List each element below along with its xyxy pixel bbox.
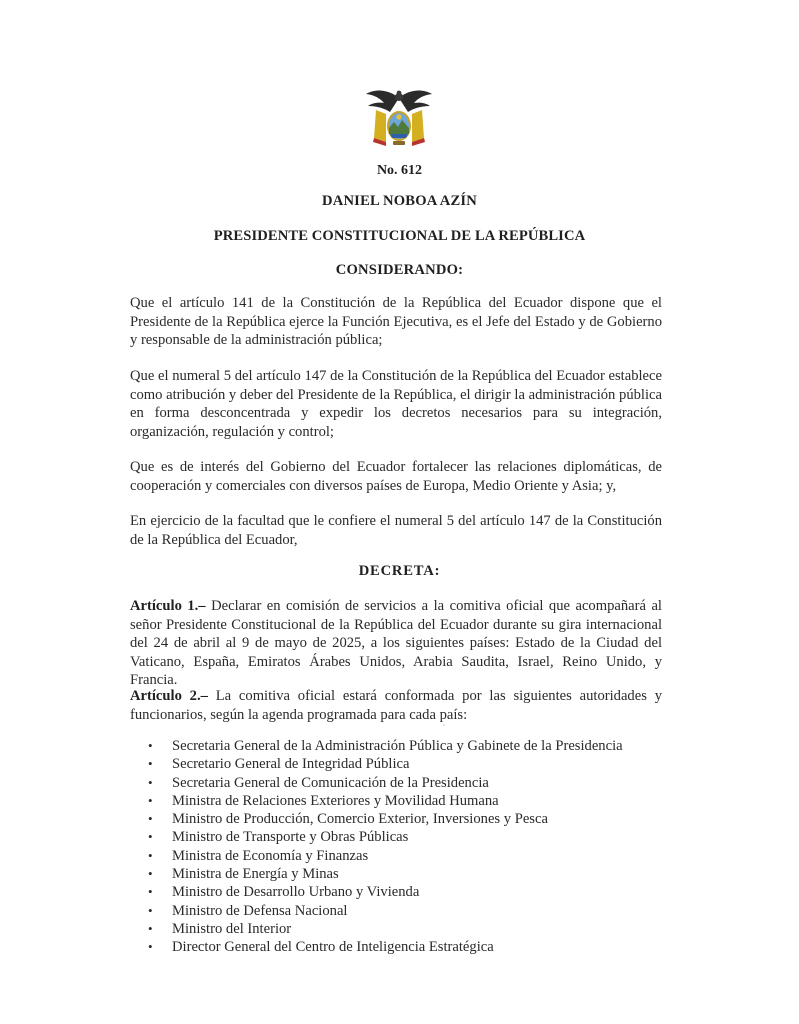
list-item bbox=[148, 920, 668, 938]
list-item bbox=[148, 828, 668, 846]
considerando-heading: CONSIDERANDO: bbox=[335, 262, 464, 278]
article-label: Artículo 1.– bbox=[130, 598, 206, 614]
officials-list bbox=[148, 737, 668, 957]
official-title: Ministro del Interior bbox=[172, 920, 292, 937]
list-item bbox=[148, 755, 668, 773]
article-2 bbox=[130, 687, 662, 724]
list-item bbox=[148, 737, 668, 755]
consideration-paragraph: Que es de interés del Gobierno del Ecuador fortalecer las relaciones diplomáticas, de cooperación y comerciales con diversos países de Europa, Medio Oriente y Asia; y, bbox=[130, 459, 662, 494]
bullet-icon: • bbox=[148, 866, 153, 882]
official-title: Ministra de Economía y Finanzas bbox=[172, 847, 369, 864]
consideration-paragraph: Que el numeral 5 del artículo 147 de la Constitución de la República del Ecuador establece como atribución y deber del Presidente de la República, el dirigir la administración pública en forma desconcentrada y expedir los decretos necesarios para su integración, organización, regulación y control; bbox=[130, 368, 662, 440]
bullet-icon: • bbox=[148, 756, 153, 772]
bullet-icon: • bbox=[148, 829, 153, 845]
official-title: Ministro de Producción, Comercio Exterior, Inversiones y Pesca bbox=[172, 811, 548, 828]
bullet-icon: • bbox=[148, 811, 153, 827]
list-item bbox=[148, 865, 668, 883]
list-item bbox=[148, 810, 668, 828]
article-text: Declarar en comisión de servicios a la comitiva oficial que acompañará al señor Presidente Constitucional de la República del Ecuador durante su gira internacional del 24 de abril al 9 de mayo de 2025, a los siguientes países: Estado de la Ciudad del Vaticano, España, Emiratos Árabes Unidos, Arabia Saudita, Israel, Reino Unido, y Francia. bbox=[130, 598, 662, 689]
official-title: Secretario General de Integridad Pública bbox=[172, 756, 410, 773]
coat-of-arms-icon bbox=[362, 84, 436, 152]
bullet-icon: • bbox=[148, 920, 153, 936]
official-title: Ministra de Energía y Minas bbox=[172, 866, 339, 883]
consideration-paragraph: En ejercicio de la facultad que le confiere el numeral 5 del artículo 147 de la Constitución de la República del Ecuador, bbox=[130, 513, 662, 548]
bullet-icon: • bbox=[148, 738, 153, 753]
official-title: Director General del Centro de Inteligencia Estratégica bbox=[172, 939, 494, 956]
president-name: DANIEL NOBOA AZÍN bbox=[321, 193, 478, 209]
bullet-icon: • bbox=[148, 902, 153, 918]
bullet-icon: • bbox=[148, 774, 153, 790]
bullet-icon: • bbox=[148, 847, 153, 863]
decree-number: No. 612 bbox=[376, 163, 423, 178]
list-item bbox=[148, 847, 668, 865]
official-title: Secretaria General de Comunicación de la Presidencia bbox=[172, 774, 489, 791]
scan-speck bbox=[443, 724, 445, 726]
article-1 bbox=[130, 597, 662, 690]
list-item bbox=[148, 883, 668, 901]
bullet-icon: • bbox=[148, 792, 153, 808]
list-item bbox=[148, 938, 668, 956]
article-text: La comitiva oficial estará conformada por las siguientes autoridades y funcionarios, según la agenda programada para cada país: bbox=[130, 688, 662, 723]
official-title: Ministra de Relaciones Exteriores y Movilidad Humana bbox=[172, 792, 499, 809]
list-item bbox=[148, 792, 668, 810]
list-item bbox=[148, 902, 668, 920]
consideration-paragraph: Que el artículo 141 de la Constitución de la República del Ecuador dispone que el Presidente de la República ejerce la Función Ejecutiva, es el Jefe del Estado y de Gobierno y responsable de la administración pública; bbox=[130, 295, 662, 349]
bullet-icon: • bbox=[148, 939, 153, 955]
president-title: PRESIDENTE CONSTITUCIONAL DE LA REPÚBLICA bbox=[213, 228, 586, 244]
article-label: Artículo 2.– bbox=[130, 688, 208, 704]
official-title: Secretaria General de la Administración Pública y Gabinete de la Presidencia bbox=[172, 738, 623, 754]
official-title: Ministro de Defensa Nacional bbox=[172, 902, 348, 919]
bullet-icon: • bbox=[148, 884, 153, 900]
official-title: Ministro de Desarrollo Urbano y Vivienda bbox=[172, 884, 420, 901]
decreta-heading: DECRETA: bbox=[358, 563, 441, 579]
list-item bbox=[148, 774, 668, 792]
official-title: Ministro de Transporte y Obras Públicas bbox=[172, 829, 409, 846]
